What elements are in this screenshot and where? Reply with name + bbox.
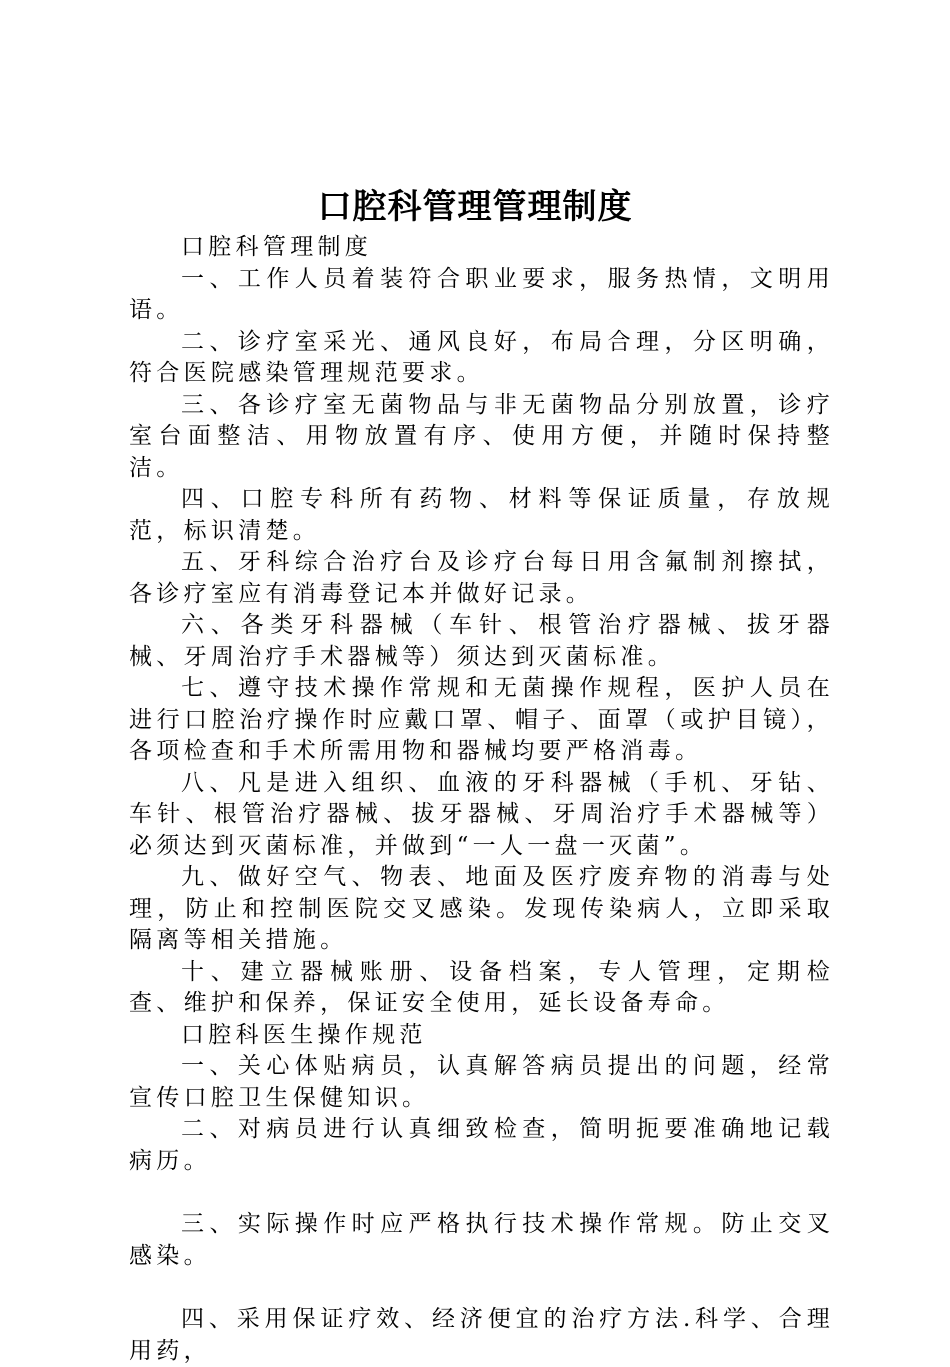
- rule-paragraph: 二、诊疗室采光、通风良好，布局合理，分区明确，符合医院感染管理规范要求。: [129, 328, 834, 386]
- section-heading-management-rules: 口腔科管理制度: [181, 234, 373, 260]
- norm-paragraph: 四、采用保证疗效、经济便宜的治疗方法.科学、合理用药，: [129, 1306, 834, 1364]
- rule-paragraph: 十、建立器械账册、设备档案，专人管理，定期检查、维护和保养，保证安全使用，延长设备寿命。: [129, 958, 834, 1016]
- norm-paragraph: 二、对病员进行认真细致检查，简明扼要准确地记载病历。: [129, 1116, 834, 1174]
- rule-paragraph: 五、牙科综合治疗台及诊疗台每日用含氟制剂擦拭，各诊疗室应有消毒登记本并做好记录。: [129, 549, 834, 607]
- rule-paragraph: 九、做好空气、物表、地面及医疗废弃物的消毒与处理，防止和控制医院交叉感染。发现传染病人，立即采取隔离等相关措施。: [129, 864, 834, 953]
- rule-paragraph: 八、凡是进入组织、血液的牙科器械（手机、牙钻、车针、根管治疗器械、拔牙器械、牙周治疗手术器械等）必须达到灭菌标准，并做到“一人一盘一灭菌”。: [129, 769, 834, 859]
- norm-paragraph: 三、实际操作时应严格执行技术操作常规。防止交叉感染。: [129, 1211, 834, 1269]
- rule-paragraph: 四、口腔专科所有药物、材料等保证质量，存放规范，标识清楚。: [129, 486, 834, 544]
- rule-paragraph: 三、各诊疗室无菌物品与非无菌物品分别放置，诊疗室台面整洁、用物放置有序、使用方便，并随时保持整洁。: [129, 391, 834, 481]
- rule-paragraph: 一、工作人员着装符合职业要求，服务热情，文明用语。: [129, 265, 834, 323]
- document-body: [129, 232, 834, 1367]
- rule-paragraph: 七、遵守技术操作常规和无菌操作规程，医护人员在进行口腔治疗操作时应戴口罩、帽子、面罩（或护目镜），各项检查和手术所需用物和器械均要严格消毒。: [129, 675, 834, 764]
- section-heading-doctor-norms: 口腔科医生操作规范: [181, 1021, 427, 1048]
- rule-paragraph: 六、各类牙科器械（车针、根管治疗器械、拔牙器械、牙周治疗手术器械等）须达到灭菌标准。: [129, 612, 834, 670]
- norm-paragraph: 一、关心体贴病员，认真解答病员提出的问题，经常宣传口腔卫生保健知识。: [129, 1053, 834, 1111]
- document-title: 口腔科管理管理制度: [317, 187, 633, 227]
